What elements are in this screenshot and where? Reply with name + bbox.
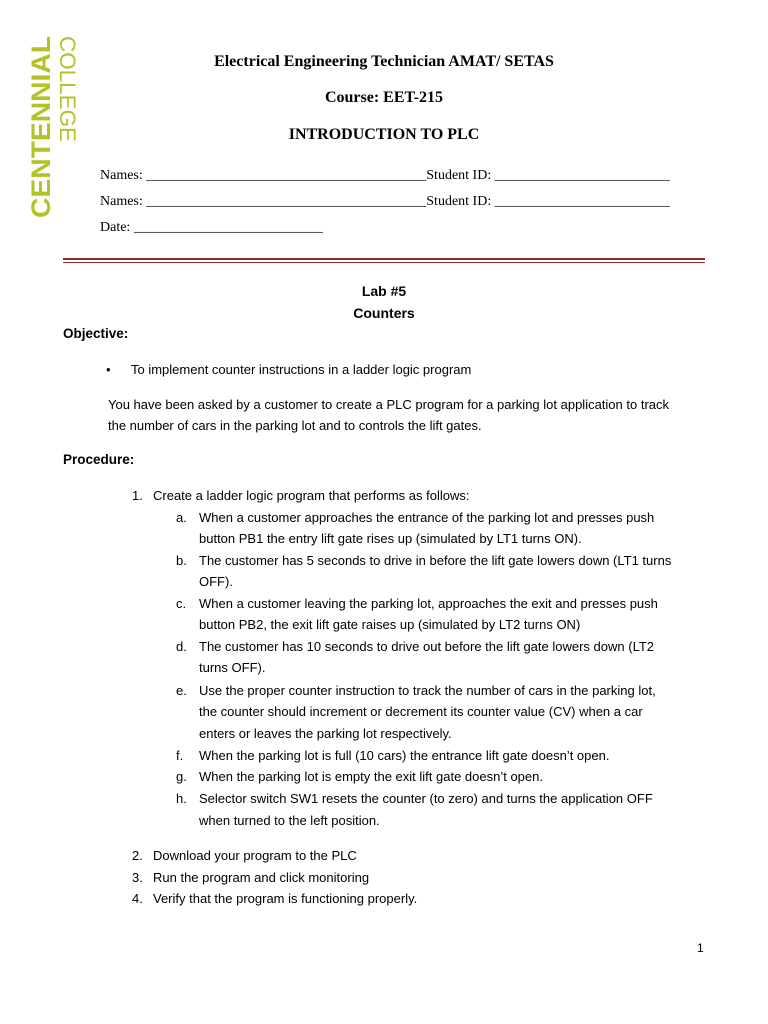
- substep-line: The customer has 10 seconds to drive out before the lift gate lowers down (LT2: [199, 639, 654, 654]
- lab-name: Counters: [353, 305, 415, 321]
- step-text: Download your program to the PLC: [153, 848, 357, 863]
- substep-line: turns OFF).: [199, 660, 266, 675]
- divider-rule-thick: [63, 258, 705, 260]
- step-text: Verify that the program is functioning properly.: [153, 891, 418, 906]
- substep-line: Use the proper counter instruction to track the number of cars in the parking lot,: [199, 683, 656, 698]
- names-line-1: Names: ________________________________________Student ID: _________________________: [100, 168, 670, 183]
- substep-line: Selector switch SW1 resets the counter (to zero) and turns the application OFF: [199, 791, 653, 806]
- bullet-icon: •: [106, 362, 111, 377]
- divider-rule-thin: [63, 262, 705, 263]
- substep-letter: g.: [176, 769, 187, 784]
- program-title: Electrical Engineering Technician AMAT/ SETAS: [214, 53, 554, 70]
- procedure-heading: Procedure:: [63, 452, 135, 467]
- objective-paragraph-line-2: the number of cars in the parking lot and to controls the lift gates.: [108, 418, 482, 433]
- substep-line: the counter should increment or decrement its counter value (CV) when a car: [199, 704, 643, 719]
- step-text: Create a ladder logic program that performs as follows:: [153, 488, 470, 503]
- step-text: Run the program and click monitoring: [153, 870, 370, 885]
- substep-letter: e.: [176, 683, 187, 698]
- substep-letter: h.: [176, 791, 187, 806]
- page-number: 1: [697, 941, 704, 955]
- course-title: INTRODUCTION TO PLC: [288, 126, 480, 143]
- date-line: Date: ___________________________: [100, 220, 323, 235]
- substep-line: When a customer approaches the entrance of the parking lot and presses push: [199, 510, 655, 525]
- logo-college-text: COLLEGE: [55, 36, 80, 140]
- substep-line: The customer has 5 seconds to drive in before the lift gate lowers down (LT1 turns: [199, 553, 672, 568]
- step-number: 2.: [132, 848, 143, 863]
- substep-line: When the parking lot is full (10 cars) the entrance lift gate doesn’t open.: [199, 748, 610, 763]
- substep-letter: b.: [176, 553, 187, 568]
- substep-letter: f.: [176, 748, 184, 763]
- course-code: Course: EET-215: [324, 89, 444, 106]
- substep-line: When a customer leaving the parking lot, approaches the exit and presses push: [199, 596, 658, 611]
- step-number: 4.: [132, 891, 143, 906]
- step-number: 1.: [132, 488, 143, 503]
- substep-line: enters or leaves the parking lot respectively.: [199, 726, 452, 741]
- names-line-2: Names: ________________________________________Student ID: _________________________: [100, 194, 670, 209]
- substep-letter: c.: [176, 596, 187, 611]
- substep-line: when turned to the left position.: [199, 813, 380, 828]
- logo-centennial-text: CENTENNIAL: [26, 44, 56, 218]
- substep-letter: a.: [176, 510, 187, 525]
- step-number: 3.: [132, 870, 143, 885]
- substep-line: button PB2, the exit lift gate raises up (simulated by LT2 turns ON): [199, 617, 581, 632]
- objective-heading: Objective:: [63, 326, 129, 341]
- substep-line: button PB1 the entry lift gate rises up (simulated by LT1 turns ON).: [199, 531, 582, 546]
- substep-letter: d.: [176, 639, 187, 654]
- objective-paragraph-line-1: You have been asked by a customer to create a PLC program for a parking lot application to track: [108, 397, 670, 412]
- substep-line: OFF).: [199, 574, 233, 589]
- substep-line: When the parking lot is empty the exit lift gate doesn’t open.: [199, 769, 543, 784]
- objective-bullet: To implement counter instructions in a ladder logic program: [131, 362, 472, 377]
- lab-number: Lab #5: [361, 283, 407, 299]
